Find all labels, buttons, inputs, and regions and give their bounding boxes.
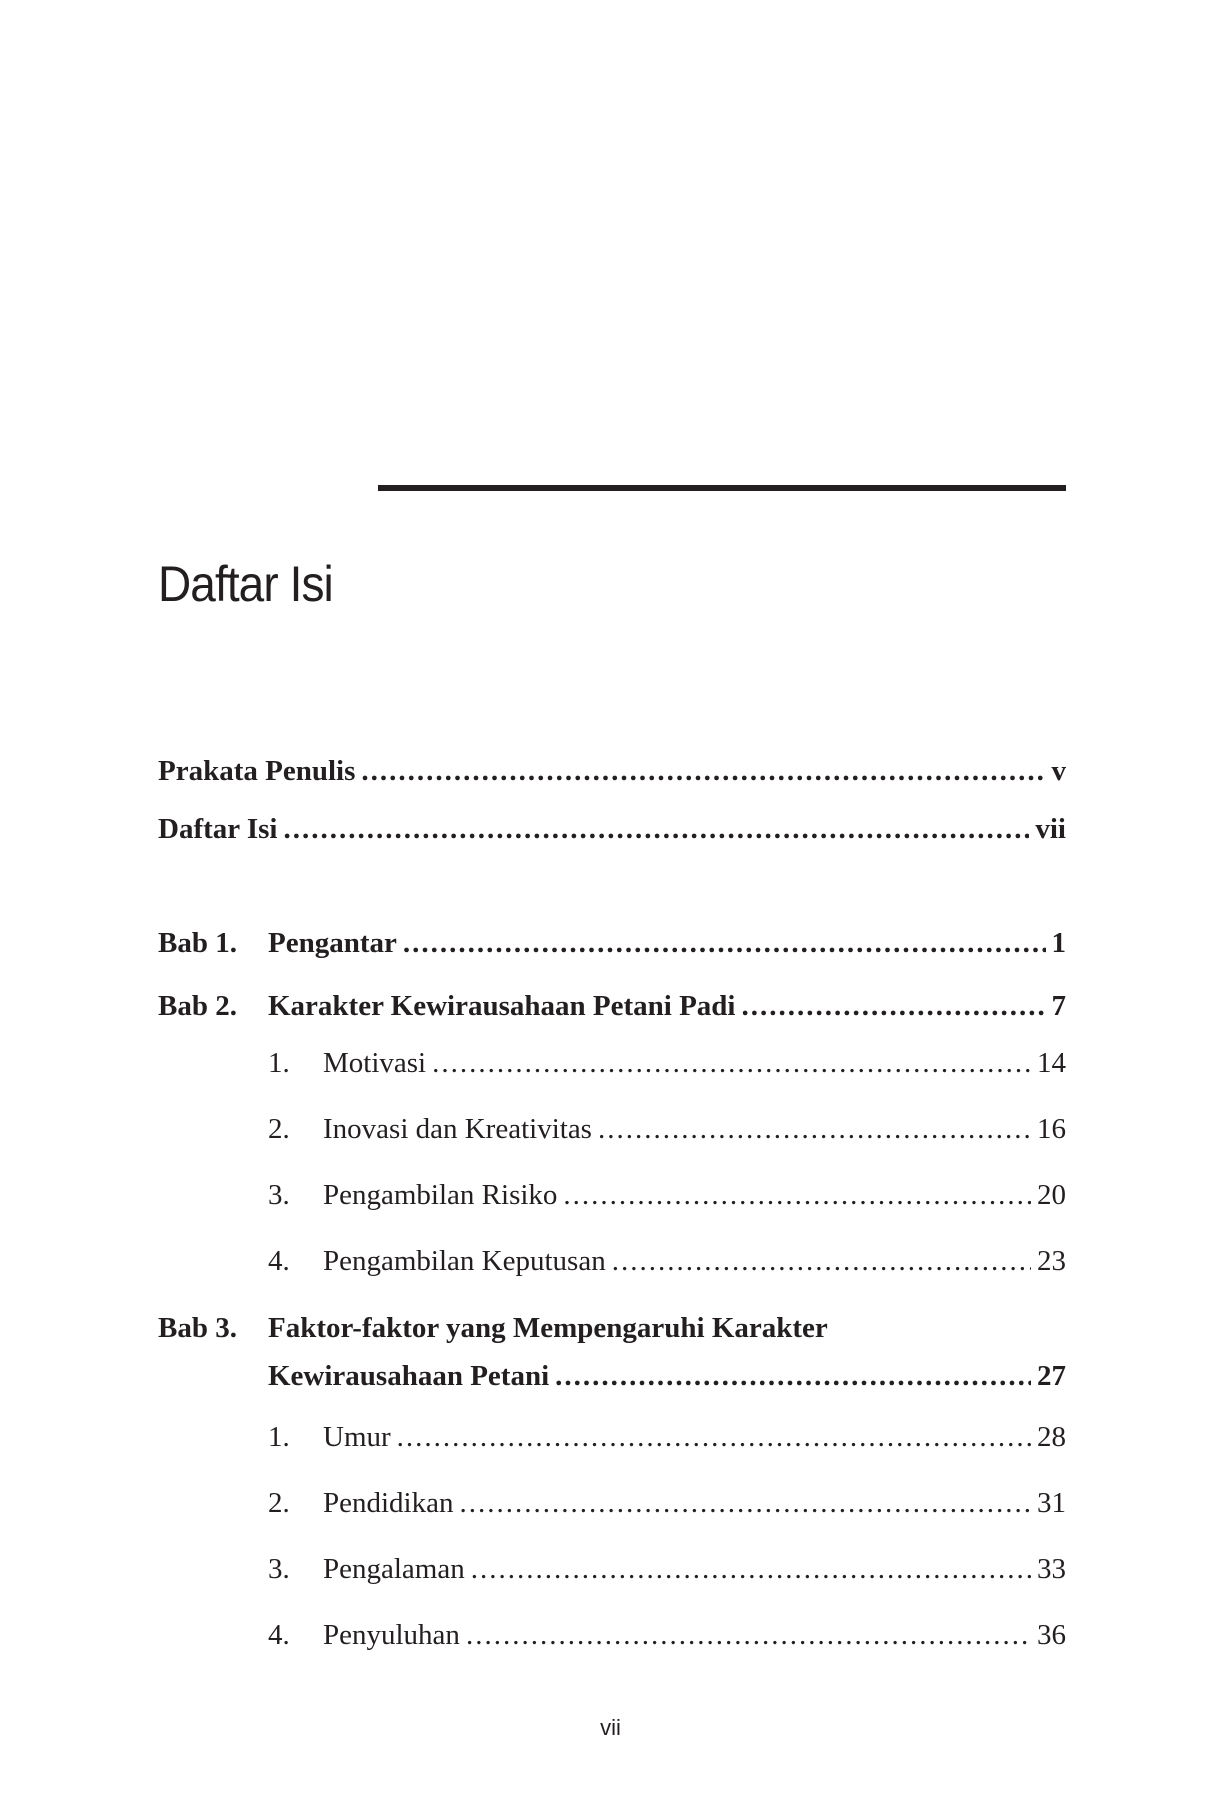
toc-entry-label: Prakata Penulis xyxy=(158,755,356,787)
leader-dots xyxy=(563,1179,1031,1212)
chapter-title-line1: Faktor-faktor yang Mempengaruhi Karakter xyxy=(268,1312,828,1344)
leader-dots xyxy=(397,1421,1031,1454)
chapter-number: Bab 3. xyxy=(158,1312,237,1344)
chapter-title: Kewirausahaan Petani xyxy=(268,1360,550,1392)
header-rule xyxy=(378,485,1066,491)
leader-dots xyxy=(432,1047,1031,1080)
leader-dots xyxy=(741,990,1045,1023)
section-title: Inovasi dan Kreativitas xyxy=(323,1113,592,1145)
toc-section[interactable] xyxy=(268,1487,1066,1520)
chapter-page: 1 xyxy=(1051,927,1066,959)
toc-section[interactable] xyxy=(268,1245,1066,1278)
toc-entry-label: Daftar Isi xyxy=(158,813,278,845)
section-title: Pengambilan Risiko xyxy=(323,1179,558,1211)
section-number: 3. xyxy=(268,1553,290,1585)
chapter-number: Bab 1. xyxy=(158,927,237,959)
section-page: 16 xyxy=(1037,1113,1066,1145)
section-number: 2. xyxy=(268,1487,290,1519)
section-number: 1. xyxy=(268,1421,290,1453)
toc-chapter-2[interactable] xyxy=(158,990,1066,1023)
section-page: 33 xyxy=(1037,1553,1066,1585)
section-number: 1. xyxy=(268,1047,290,1079)
chapter-title: Pengantar xyxy=(268,927,397,959)
section-number: 4. xyxy=(268,1619,290,1651)
leader-dots xyxy=(471,1553,1031,1586)
chapter-page: 7 xyxy=(1051,990,1066,1022)
leader-dots xyxy=(598,1113,1031,1146)
section-page: 28 xyxy=(1037,1421,1066,1453)
chapter-page: 27 xyxy=(1037,1360,1066,1392)
leader-dots xyxy=(612,1245,1031,1278)
toc-chapter-3[interactable] xyxy=(268,1360,1066,1393)
section-page: 20 xyxy=(1037,1179,1066,1211)
page-title: Daftar Isi xyxy=(158,556,333,612)
leader-dots xyxy=(555,1360,1031,1393)
section-title: Pendidikan xyxy=(323,1487,454,1519)
toc-entry-page: v xyxy=(1051,755,1066,787)
footer-page-number: vii xyxy=(600,1715,621,1740)
toc-entry-prakata[interactable] xyxy=(158,755,1066,788)
section-title: Pengalaman xyxy=(323,1553,465,1585)
section-page: 14 xyxy=(1037,1047,1066,1079)
section-title: Umur xyxy=(323,1421,391,1453)
section-title: Pengambilan Keputusan xyxy=(323,1245,606,1277)
toc-chapter-1[interactable] xyxy=(158,927,1066,960)
section-page: 31 xyxy=(1037,1487,1066,1519)
section-title: Motivasi xyxy=(323,1047,427,1079)
toc-section[interactable] xyxy=(268,1113,1066,1146)
toc-chapter-3-line1[interactable] xyxy=(158,1312,1066,1345)
leader-dots xyxy=(460,1487,1032,1520)
section-number: 3. xyxy=(268,1179,290,1211)
leader-dots xyxy=(403,927,1046,960)
section-page: 36 xyxy=(1037,1619,1066,1651)
toc-entry-daftar-isi[interactable] xyxy=(158,813,1066,846)
toc-section[interactable] xyxy=(268,1047,1066,1080)
section-number: 4. xyxy=(268,1245,290,1277)
section-title: Penyuluhan xyxy=(323,1619,460,1651)
toc-entry-page: vii xyxy=(1035,813,1066,845)
leader-dots xyxy=(283,813,1029,846)
chapter-number: Bab 2. xyxy=(158,990,237,1022)
toc-section[interactable] xyxy=(268,1553,1066,1586)
chapter-title: Karakter Kewirausahaan Petani Padi xyxy=(268,990,736,1022)
leader-dots xyxy=(361,755,1045,788)
section-number: 2. xyxy=(268,1113,290,1145)
toc-section[interactable] xyxy=(268,1179,1066,1212)
section-page: 23 xyxy=(1037,1245,1066,1277)
toc-section[interactable] xyxy=(268,1421,1066,1454)
toc-section[interactable] xyxy=(268,1619,1066,1652)
leader-dots xyxy=(466,1619,1031,1652)
